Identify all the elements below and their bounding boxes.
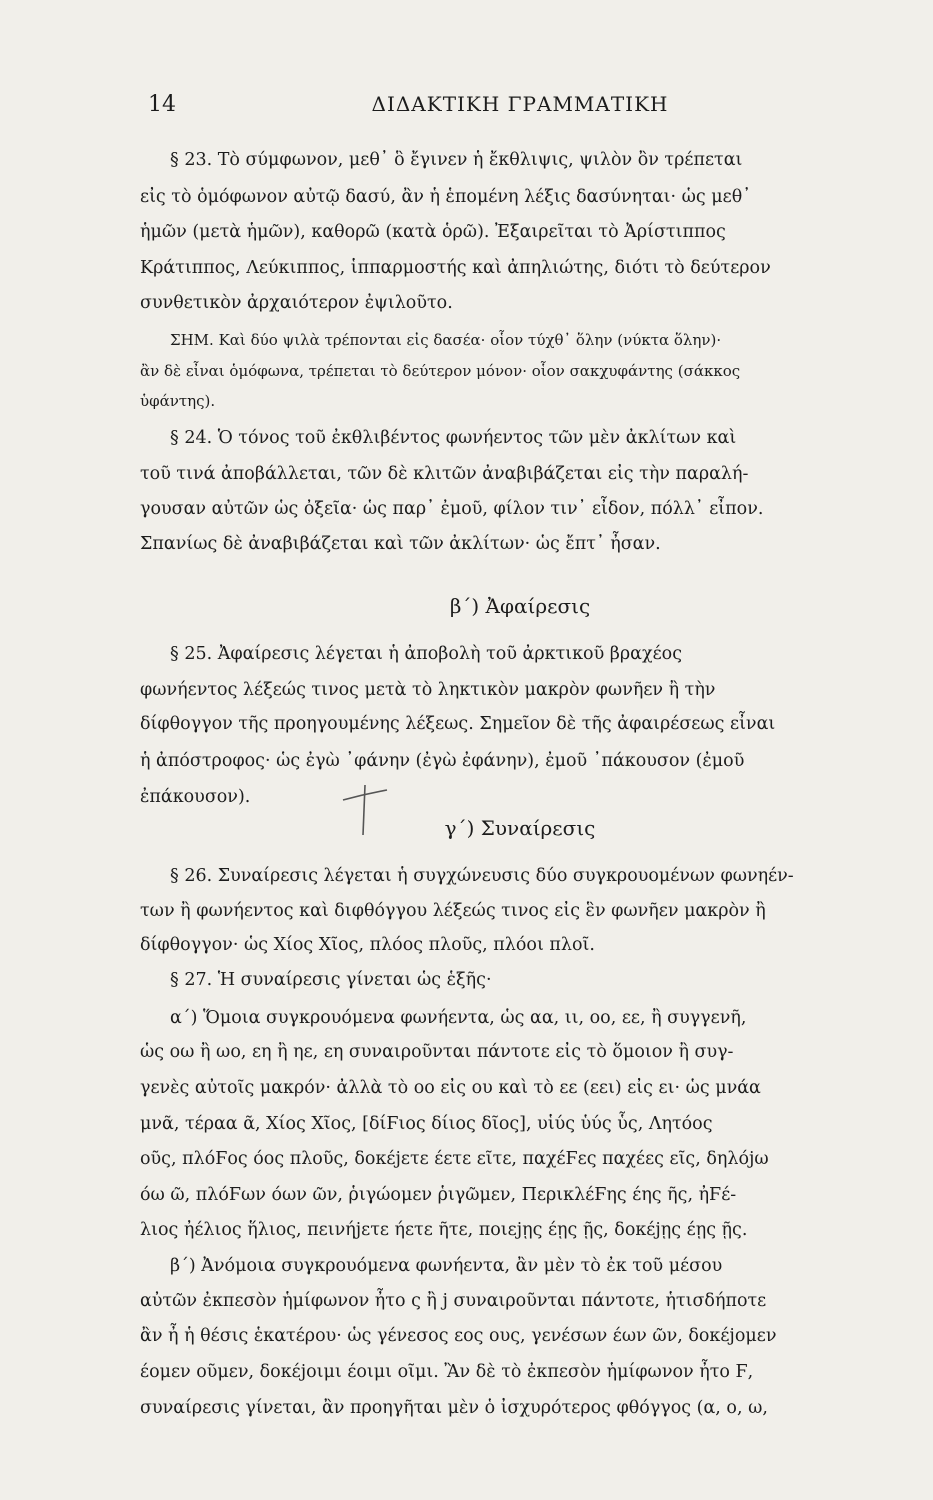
page-header — [140, 92, 900, 122]
text-line: όω ῶ, πλόϜων όων ῶν, ῥιγώομεν ῥιγῶμεν, ΠερικλέϜης έης ῆς, ἠϜέ- — [140, 1185, 737, 1205]
text-line: ἡμῶν (μετὰ ἡμῶν), καθορῶ (κατὰ ὁρῶ). Ἐξαιρεῖται τὸ Ἀρίστιππος — [140, 222, 726, 242]
text-line: μνᾶ, τέραα ᾶ, Χίος Χῖος, [δίϜιος δίιος δῖος], υἱύς ὑύς ὗς, Λητόος — [140, 1114, 713, 1134]
text-line: β΄) Ἀνόμοια συγκρουόμενα φωνήεντα, ἂν μὲν τὸ ἐκ τοῦ μέσου — [170, 1256, 723, 1276]
text-line: γουσαν αὐτῶν ὡς ὀξεῖα· ὡς παρ᾽ ἐμοῦ, φίλον τιν᾽ εἶδον, πόλλ᾽ εἶπον. — [140, 499, 764, 519]
text-line: δίφθογγον· ὡς Χίος Χῖος, πλόος πλοῦς, πλόοι πλοῖ. — [140, 935, 595, 955]
text-line: § 23. Τὸ σύμφωνον, μεθ᾽ ὃ ἔγινεν ἡ ἔκθλιψις, ψιλὸν ὂν τρέπεται — [170, 150, 743, 170]
text-line: οῦς, πλόϜος όος πλοῦς, δοκέjετε έετε εῖτε, παχέϜες παχέες εῖς, δηλόjω — [140, 1149, 769, 1169]
text-line: λιος ἠέλιος ἥλιος, πεινήjετε ήετε ῆτε, ποιεjῃς έῃς ῇς, δοκέjῃς έῃς ῇς. — [140, 1220, 748, 1240]
text-line: έομεν οῦμεν, δοκέjοιμι έοιμι οῖμι. Ἂν δὲ τὸ ἐκπεσὸν ἡμίφωνον ἦτο Ϝ, — [140, 1362, 754, 1382]
running-title: ΔΙΔΑΚΤΙΚΗ ΓΡΑΜΜΑΤΙΚΗ — [371, 92, 669, 116]
text-line: εἰς τὸ ὁμόφωνον αὐτῷ δασύ, ἂν ἡ ἑπομένη λέξις δασύνηται· ὡς μεθ᾽ — [140, 187, 751, 207]
text-line: ΣΗΜ. Καὶ δύο ψιλὰ τρέπονται εἰς δασέα· οἷον τύχθ᾽ ὅλην (νύκτα ὅλην)· — [170, 331, 722, 349]
text-line: ὡς οω ἢ ωο, εη ἢ ηε, εη συναιροῦνται πάντοτε εἰς τὸ ὅμοιον ἢ συγ- — [140, 1042, 734, 1062]
text-line: § 25. Ἀφαίρεσις λέγεται ἡ ἀποβολὴ τοῦ ἀρκτικοῦ βραχέος — [170, 644, 683, 664]
text-line: συνθετικὸν ἀρχαιότερον ἐψιλοῦτο. — [140, 293, 453, 313]
text-line: Σπανίως δὲ ἀναβιβάζεται καὶ τῶν ἀκλίτων· ὡς ἔπτ᾽ ἦσαν. — [140, 534, 661, 554]
pencil-cross-mark — [335, 780, 395, 840]
text-line: ἂν δὲ εἶναι ὁμόφωνα, τρέπεται τὸ δεύτερον μόνον· οἷον σακχυφάντης (σάκκος — [140, 362, 741, 380]
text-line: αὐτῶν ἐκπεσὸν ἡμίφωνον ἦτο ς ἢ j συναιροῦνται πάντοτε, ἡτισδήποτε — [140, 1291, 767, 1311]
text-line: ἡ ἀπόστροφος· ὡς ἐγὼ ᾽φάνην (ἐγὼ ἐφάνην), ἐμοῦ ᾽πάκουσον (ἐμοῦ — [140, 751, 745, 771]
text-line: § 26. Συναίρεσις λέγεται ἡ συγχώνευσις δύο συγκρουομένων φωνηέν- — [170, 866, 794, 886]
text-line: γενὲς αὐτοῖς μακρόν· ἀλλὰ τὸ οο εἰς ου καὶ τὸ εε (εει) εἰς ει· ὡς μνάα — [140, 1078, 761, 1098]
text-line: § 27. Ἡ συναίρεσις γίνεται ὡς ἑξῆς· — [170, 970, 492, 990]
section-heading: β΄) Ἀφαίρεσις — [449, 594, 591, 618]
text-line: ἐπάκουσον). — [140, 787, 251, 807]
page-number: 14 — [148, 92, 176, 117]
text-line: Κράτιππος, Λεύκιππος, ἱππαρμοστής καὶ ἀπηλιώτης, διότι τὸ δεύτερον — [140, 258, 771, 278]
text-line: φωνήεντος λέξεώς τινος μετὰ τὸ ληκτικὸν μακρὸν φωνῆεν ἢ τὴν — [140, 680, 716, 700]
text-line: των ἢ φωνήεντος καὶ διφθόγγου λέξεώς τινος εἰς ἓν φωνῆεν μακρὸν ἢ — [140, 901, 766, 921]
text-line: ἂν ἦ ἡ θέσις ἑκατέρου· ὡς γένεσος εος ους, γενέσων έων ῶν, δοκέjομεν — [140, 1326, 777, 1346]
text-line: συναίρεσις γίνεται, ἂν προηγῆται μὲν ὁ ἰσχυρότερος φθόγγος (α, ο, ω, — [140, 1398, 768, 1418]
text-line: τοῦ τινά ἀποβάλλεται, τῶν δὲ κλιτῶν ἀναβιβάζεται εἰς τὴν παραλή- — [140, 464, 749, 484]
text-line: § 24. Ὁ τόνος τοῦ ἐκθλιβέντος φωνήεντος τῶν μὲν ἀκλίτων καὶ — [170, 428, 737, 448]
text-line: ὑφάντης). — [140, 392, 216, 410]
text-line: δίφθογγον τῆς προηγουμένης λέξεως. Σημεῖον δὲ τῆς ἀφαιρέσεως εἶναι — [140, 714, 776, 734]
text-line: α΄) Ὅμοια συγκρουόμενα φωνήεντα, ὡς αα, ιι, οο, εε, ἢ συγγενῆ, — [170, 1008, 747, 1028]
section-heading: γ΄) Συναίρεσις — [444, 816, 596, 840]
